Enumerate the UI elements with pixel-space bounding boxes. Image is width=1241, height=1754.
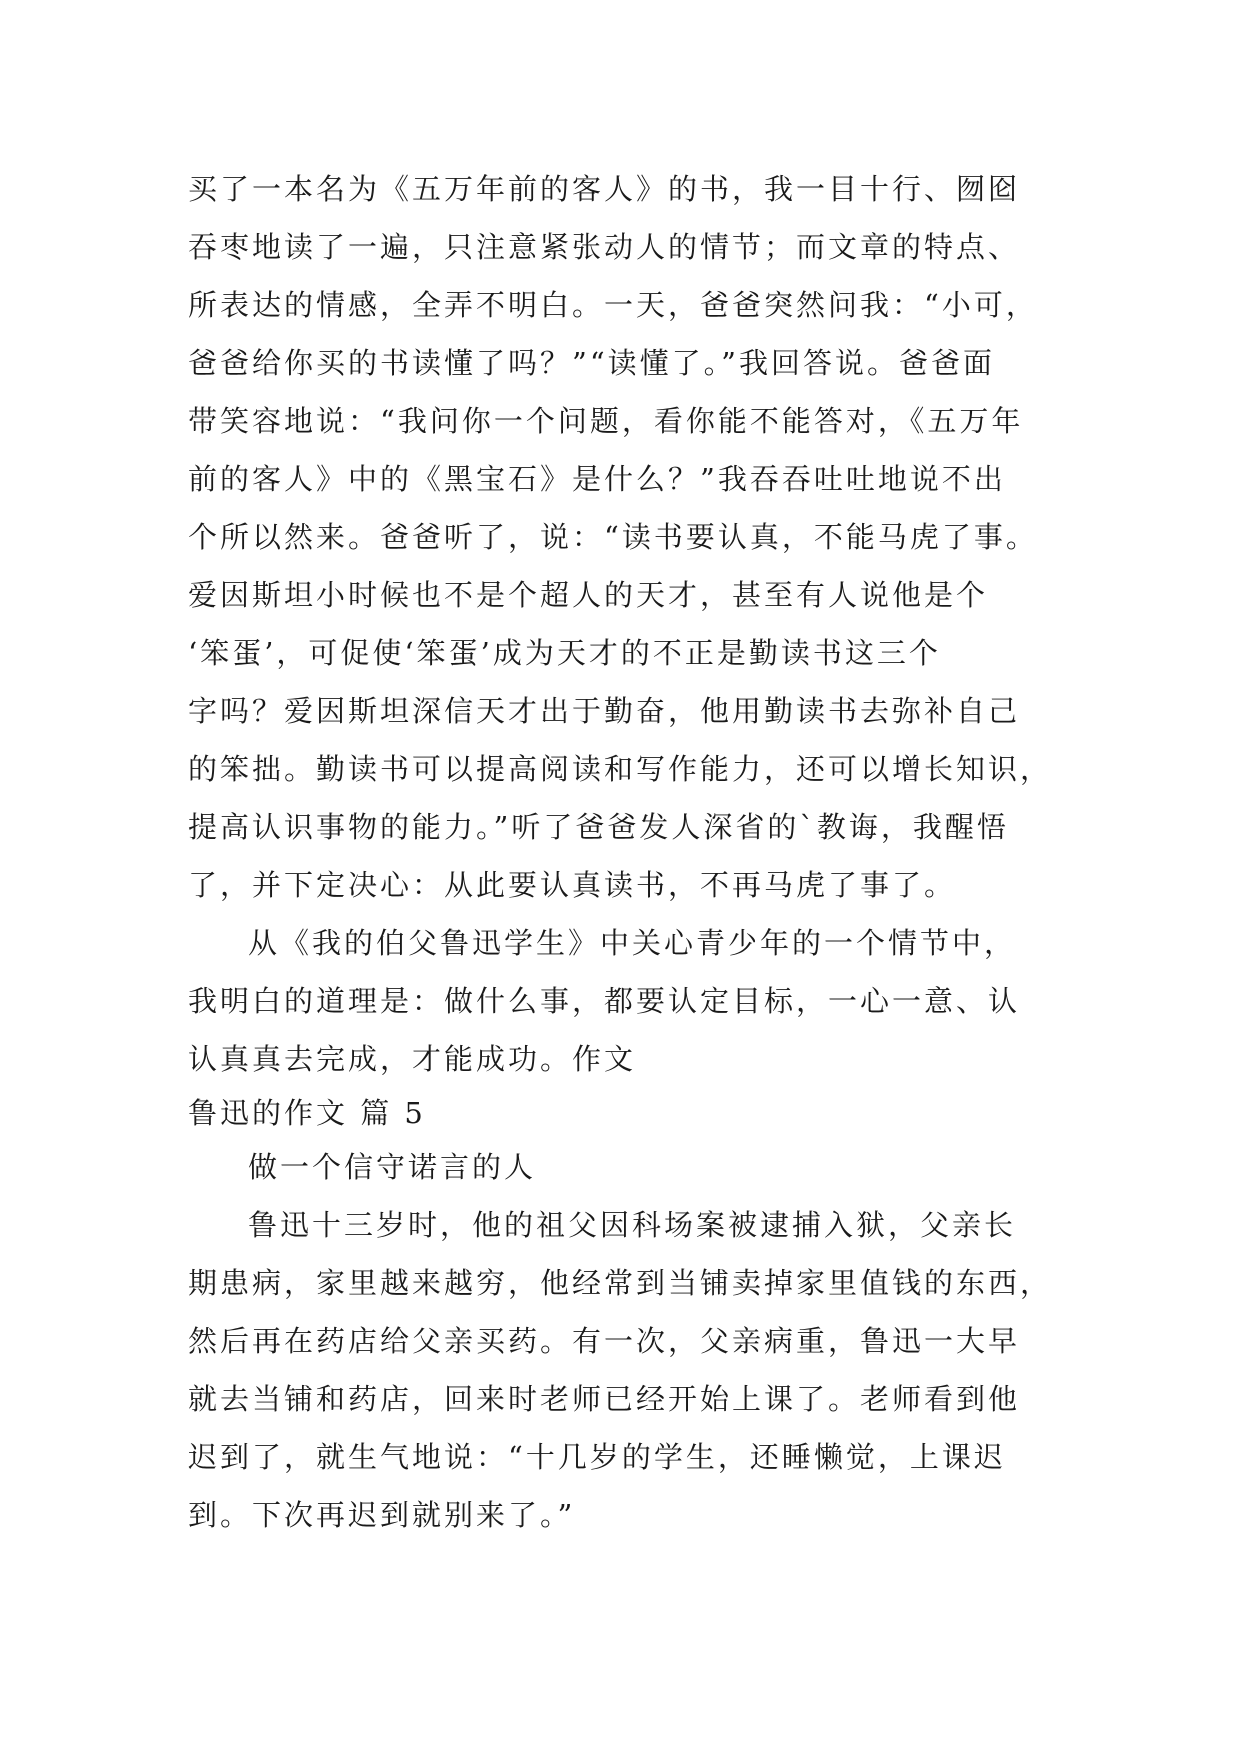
text-line: 带笑容地说：“我问你一个问题，看你能不能答对，《五万年 (188, 404, 1024, 438)
text-line: 吞枣地读了一遍，只注意紧张动人的情节；而文章的特点、 (188, 230, 1021, 264)
text-line: 前的客人》中的《黑宝石》是什么？”我吞吞吐吐地说不出 (188, 462, 1006, 496)
essay-title: 做一个信守诺言的人 (248, 1150, 537, 1184)
text-line: 爱因斯坦小时候也不是个超人的天才，甚至有人说他是个 (188, 578, 989, 612)
text-line: 个所以然来。爸爸听了，说：“读书要认真，不能马虎了事。 (188, 520, 1038, 554)
text-line: 期患病，家里越来越穷，他经常到当铺卖掉家里值钱的东西， (188, 1266, 1053, 1300)
document-body (188, 160, 1078, 1544)
paragraph-start-line: 从《我的伯父鲁迅学生》中关心青少年的一个情节中， (248, 926, 1017, 960)
text-line: 我明白的道理是：做什么事，都要认定目标，一心一意、认 (188, 984, 1021, 1018)
text-line: 提高认识事物的能力。”听了爸爸发人深省的`教诲，我醒悟 (188, 810, 1009, 844)
text-line: 然后再在药店给父亲买药。有一次，父亲病重，鲁迅一大早 (188, 1324, 1021, 1358)
text-line: 的笨拙。勤读书可以提高阅读和写作能力，还可以增长知识， (188, 752, 1053, 786)
text-line: 迟到了，就生气地说：“十几岁的学生，还睡懒觉，上课迟 (188, 1440, 1006, 1474)
text-line: 了，并下定决心：从此要认真读书，不再马虎了事了。 (188, 868, 957, 902)
text-line: 到。下次再迟到就别来了。” (188, 1498, 576, 1532)
text-line: 就去当铺和药店，回来时老师已经开始上课了。老师看到他 (188, 1382, 1021, 1416)
section-heading: 鲁迅的作文 篇 5 (188, 1096, 426, 1130)
text-line: 爸爸给你买的书读懂了吗？”“读懂了。”我回答说。爸爸面 (188, 346, 995, 380)
text-line: 买了一本名为《五万年前的客人》的书，我一目十行、囫囵 (188, 172, 1021, 206)
text-line: 认真真去完成，才能成功。作文 (188, 1042, 637, 1076)
text-line: 所表达的情感，全弄不明白。一天，爸爸突然问我：“小可， (188, 288, 1038, 322)
text-line: 字吗？爱因斯坦深信天才出于勤奋，他用勤读书去弥补自己 (188, 694, 1021, 728)
text-line: ‘笨蛋’，可促使‘笨蛋’成为天才的不正是勤读书这三个 (188, 636, 941, 670)
paragraph-start-line: 鲁迅十三岁时，他的祖父因科场案被逮捕入狱，父亲长 (248, 1208, 1017, 1242)
